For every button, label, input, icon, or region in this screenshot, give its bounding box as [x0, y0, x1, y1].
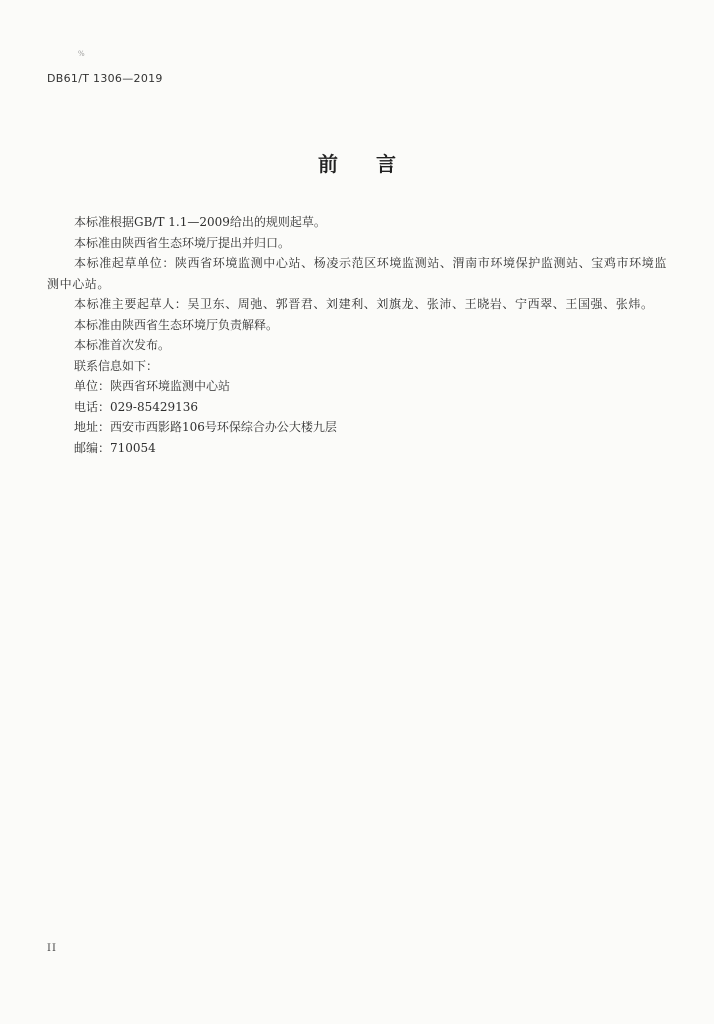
contact-postcode: 邮编：710054	[74, 440, 156, 455]
paragraph-proposer: 本标准由陕西省生态环境厅提出并归口。	[74, 235, 291, 250]
document-code: DB61/T 1306—2019	[47, 72, 163, 85]
contact-address: 地址：西安市西影路106号环保综合办公大楼九层	[74, 420, 337, 434]
contact-phone: 电话：029-85429136	[74, 399, 199, 414]
contact-unit: 单位：陕西省环境监测中心站	[74, 379, 231, 393]
paragraph-drafters: 本标准主要起草人：吴卫东、周弛、郭晋君、刘建利、刘旗龙、张沛、王晓岩、宁西翠、王国强、张炜。	[74, 297, 654, 311]
paragraph-drafting-units: 本标准起草单位：陕西省环境监测中心站、杨凌示范区环境监测站、渭南市环境保护监测站、宝鸡市环境监测中心站。	[47, 256, 667, 291]
page-number: II	[47, 943, 57, 954]
page-title: 前言	[318, 152, 434, 176]
paragraph-drafting-rules: 本标准根据GB/T 1.1—2009给出的规则起草。	[74, 215, 326, 229]
paragraph-contact-intro: 联系信息如下：	[74, 358, 159, 373]
paragraph-interpretation: 本标准由陕西省生态环境厅负责解释。	[74, 317, 279, 332]
foreword-body	[47, 212, 667, 458]
paragraph-first-release: 本标准首次发布。	[74, 338, 171, 352]
scan-mark: %	[78, 50, 85, 58]
